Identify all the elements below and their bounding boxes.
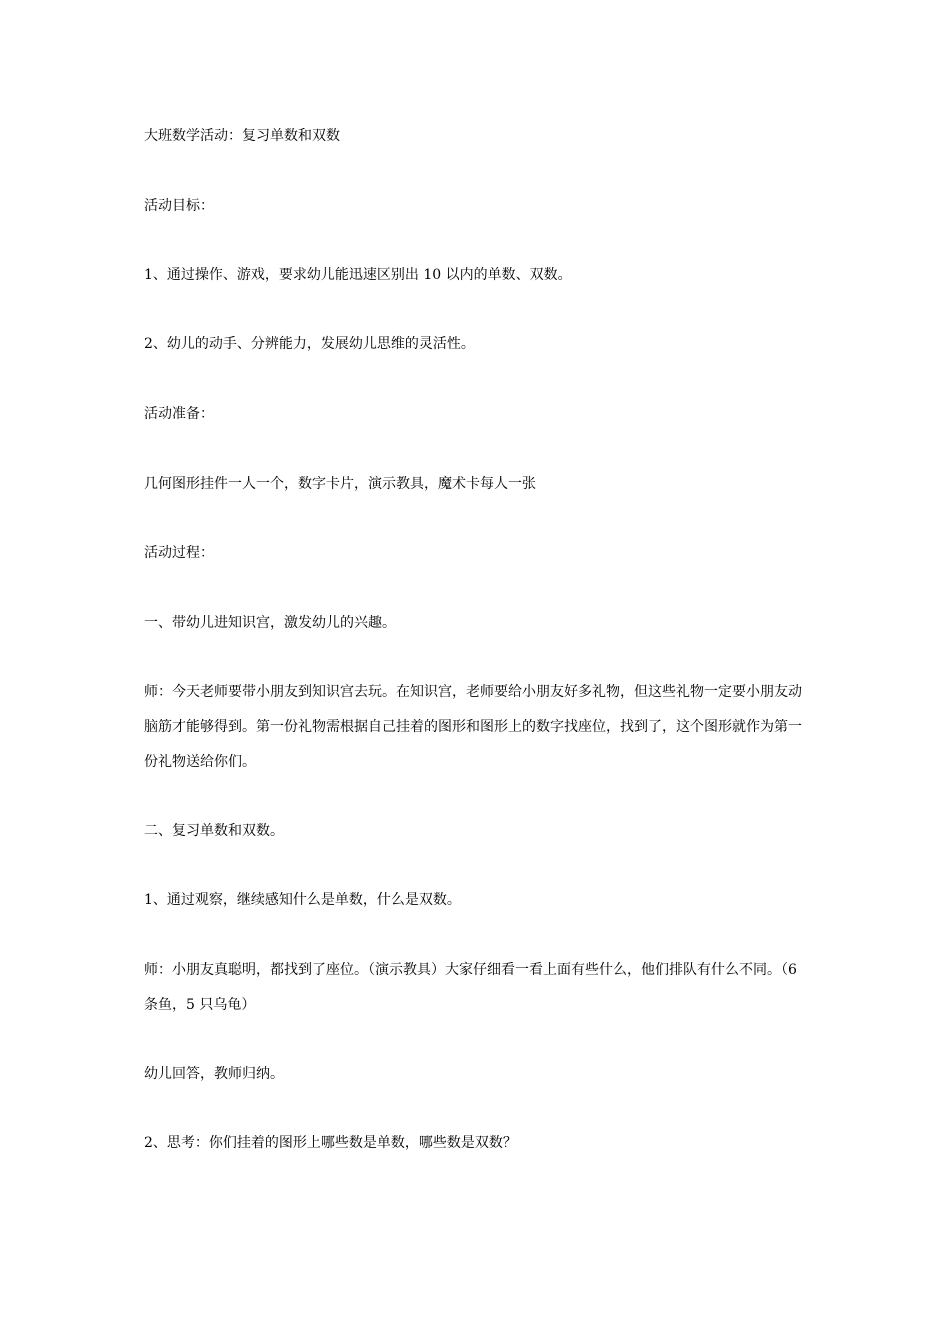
process-substep-2: 2、思考：你们挂着的图形上哪些数是单数，哪些数是双数？ <box>144 1135 517 1151</box>
section-heading-process: 活动过程： <box>144 545 214 561</box>
goal-item-1: 1、通过操作、游戏，要求幼儿能迅速区别出 10 以内的单数、双数。 <box>144 267 572 283</box>
teacher-dialogue-2: 师：小朋友真聪明，都找到了座位。（演示教具）大家仔细看一看上面有些什么，他们排队有什么不同。（6 条鱼，5 只乌龟） <box>144 962 797 1013</box>
preparation-text: 几何图形挂件一人一个，数字卡片，演示教具，魔术卡每人一张 <box>144 476 536 492</box>
children-answer-text: 幼儿回答，教师归纳。 <box>144 1066 284 1082</box>
process-substep-1: 1、通过观察，继续感知什么是单数，什么是双数。 <box>144 892 461 908</box>
document-title: 大班数学活动：复习单数和双数 <box>144 128 340 144</box>
section-heading-preparation: 活动准备： <box>144 406 214 422</box>
goal-item-2: 2、幼儿的动手、分辨能力，发展幼儿思维的灵活性。 <box>144 336 475 352</box>
section-heading-goals: 活动目标： <box>144 198 214 214</box>
teacher-dialogue-1: 师：今天老师要带小朋友到知识宫去玩。在知识宫，老师要给小朋友好多礼物，但这些礼物一定要小朋友动脑筋才能够得到。第一份礼物需根据自己挂着的图形和图形上的数字找座位，找到了，这个图形就作为第一份礼物送给你们。 <box>144 684 802 770</box>
process-step-1-heading: 一、带幼儿进知识宫，激发幼儿的兴趣。 <box>144 615 396 631</box>
process-step-2-heading: 二、复习单数和双数。 <box>144 823 284 839</box>
